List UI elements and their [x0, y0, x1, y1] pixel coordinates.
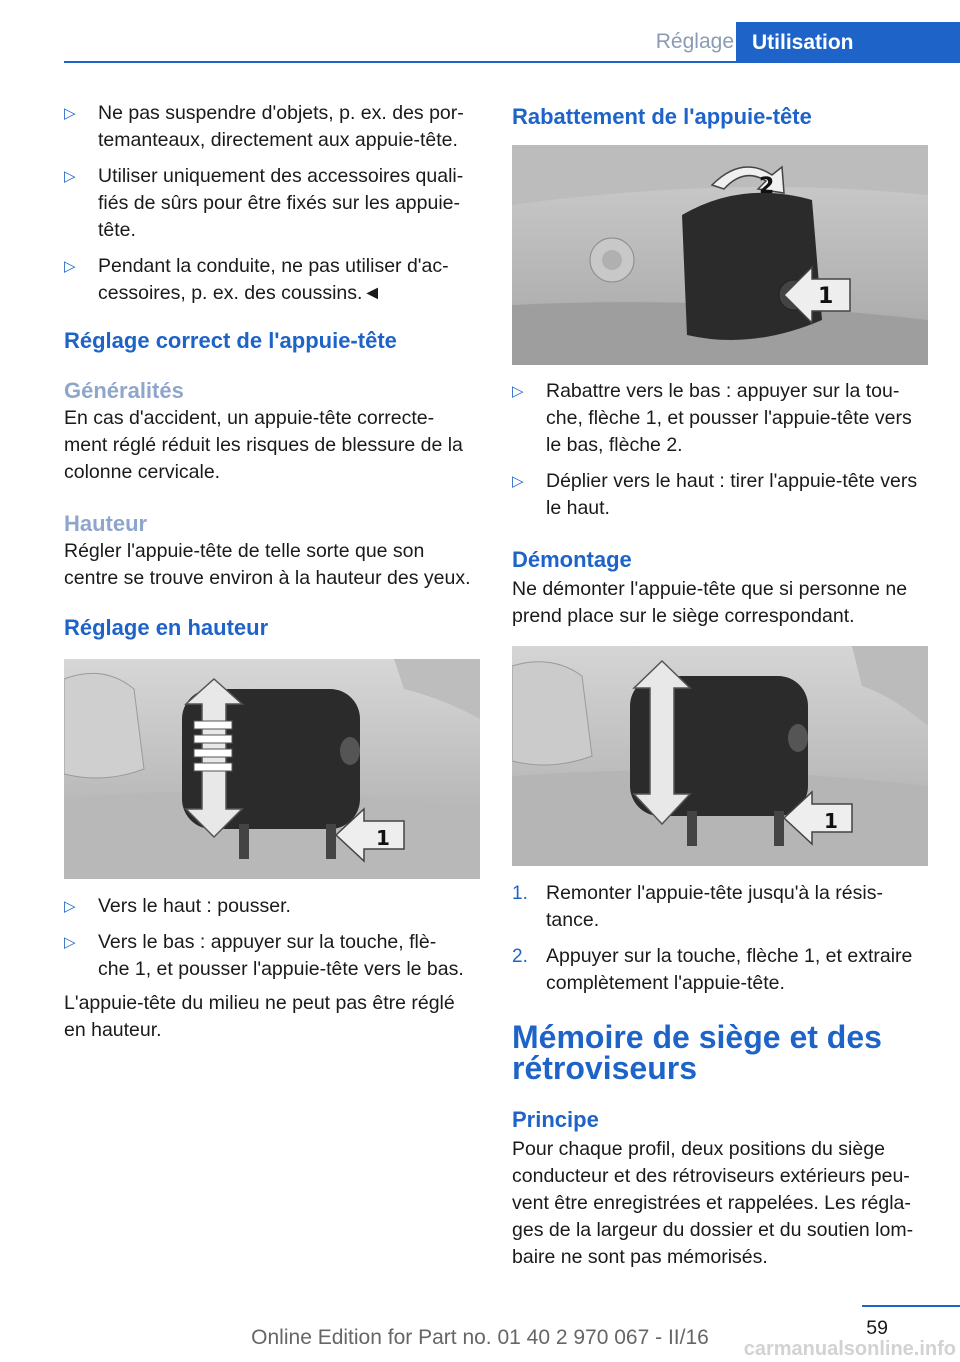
section-heading-fold: Rabattement de l'appuie-tête [512, 104, 812, 129]
page-number: 59 [866, 1317, 888, 1339]
header-chapter-tab: Utilisation [736, 22, 960, 62]
fold-bullet-list [512, 378, 928, 522]
edition-footer: Online Edition for Part no. 01 40 2 970 067 - II/16 [251, 1326, 709, 1349]
list-item: 2. Appuyer sur la touche, flèche 1, et extraire complètement l'appuie-tête. [512, 945, 913, 994]
triangle-bullet-icon: ▷ [64, 898, 76, 915]
middle-headrest-note: L'appuie-tête du milieu ne peut pas être réglé en hauteur. [64, 992, 455, 1041]
section-heading-adjust: Réglage en hauteur [64, 615, 269, 640]
list-item: ▷ Vers le bas : appuyer sur la touche, flè- che 1, et pousser l'appuie-tête vers le bas. [64, 931, 464, 980]
section-heading-correct: Réglage correct de l'appuie-tête [64, 328, 397, 353]
headrest-remove-figure [512, 646, 928, 866]
headrest-remove-illustration [512, 646, 928, 866]
headrest-fold-figure [512, 145, 928, 365]
triangle-bullet-icon: ▷ [64, 105, 76, 122]
subheading-general: Généralités [64, 378, 184, 403]
headrest-height-figure [64, 659, 480, 879]
list-item: ▷ Ne pas suspendre d'objets, p. ex. des por- temanteaux, directement aux appuie-tête. [64, 102, 464, 151]
triangle-bullet-icon: ▷ [512, 473, 524, 490]
triangle-bullet-icon: ▷ [64, 934, 76, 951]
list-item: ▷ Vers le haut : pousser. [64, 893, 480, 920]
triangle-bullet-icon: ▷ [64, 258, 76, 275]
header-section-label: Réglage [655, 30, 734, 53]
list-item: ▷ Pendant la conduite, ne pas utiliser d'ac- cessoires, p. ex. des coussins.◄ [64, 255, 449, 304]
subheading-height: Hauteur [64, 511, 148, 536]
remove-paragraph: Ne démonter l'appuie-tête que si personne ne prend place sur le siège correspondant. [512, 578, 908, 627]
chapter-heading-memory: Mémoire de siège et des rétroviseurs [512, 1019, 882, 1086]
figure-callout-2: 2 [759, 174, 775, 199]
list-item: ▷ Utiliser uniquement des accessoires quali- fiés de sûrs pour être fixés sur les appuie- tête. [64, 165, 464, 241]
principle-paragraph: Pour chaque profil, deux positions du siège conducteur et des rétroviseurs extérieurs peu- vent être enregistrées et rappelées. Les régla- ges de la largeur du dossier et du soutien lom- baire ne sont pas mémorisés. [512, 1138, 914, 1268]
header-rule [64, 61, 960, 63]
remove-step-list [512, 880, 928, 997]
subheading-principle: Principe [512, 1107, 599, 1132]
watermark: carmanualsonline.info [743, 1338, 956, 1360]
headrest-height-illustration [64, 659, 480, 879]
figure-callout-1: 1 [376, 826, 390, 850]
height-bullet-list [64, 893, 480, 983]
footer-rule [862, 1305, 960, 1307]
figure-callout-1: 1 [824, 809, 838, 833]
triangle-bullet-icon: ▷ [512, 383, 524, 400]
warning-bullet-list [64, 100, 480, 307]
triangle-bullet-icon: ▷ [64, 168, 76, 185]
list-item: ▷ Déplier vers le haut : tirer l'appuie-tête vers le haut. [512, 470, 918, 519]
step-number: 2. [512, 946, 528, 967]
list-item: ▷ Rabattre vers le bas : appuyer sur la tou- che, flèche 1, et pousser l'appuie-tête vers le bas, flèche 2. [512, 380, 912, 456]
page-header [0, 0, 960, 62]
figure-callout-1: 1 [818, 284, 834, 309]
right-column [512, 100, 928, 1271]
general-paragraph: En cas d'accident, un appuie-tête correcte- ment réglé réduit les risques de blessure de la colonne cervicale. [64, 407, 463, 483]
height-paragraph: Régler l'appuie-tête de telle sorte que son centre se trouve environ à la hauteur des yeux. [64, 540, 471, 589]
list-item: 1. Remonter l'appuie-tête jusqu'à la résis- tance. [512, 882, 883, 931]
step-number: 1. [512, 883, 528, 904]
headrest-fold-illustration [512, 145, 928, 365]
left-column [64, 100, 480, 1044]
section-heading-remove: Démontage [512, 547, 632, 572]
